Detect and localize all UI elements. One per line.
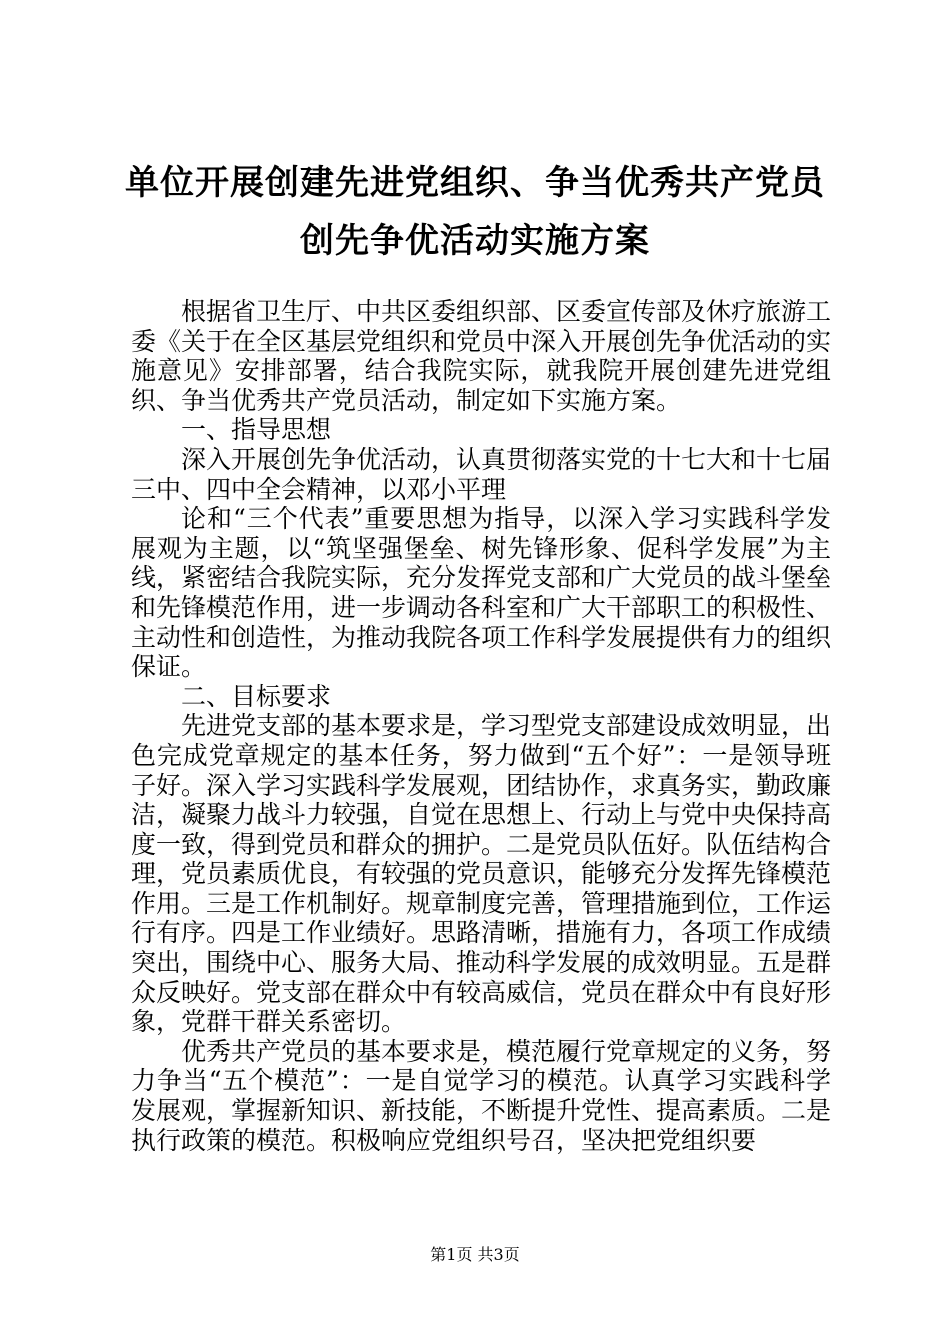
paragraph-intro: 根据省卫生厅、中共区委组织部、区委宣传部及休疗旅游工委《关于在全区基层党组织和党员中深入开展创先争优活动的实施意见》安排部署，结合我院实际，就我院开展创建先进党组织、争当优秀共产党员活动，制定如下实施方案。 [131, 297, 832, 415]
section-heading-guiding-ideology: 一、指导思想 [181, 415, 332, 445]
page-number-footer: 第1页 共3页 [430, 1245, 520, 1264]
document-title-line-1: 单位开展创建先进党组织、争当优秀共产党员 [125, 163, 825, 203]
document-body [131, 297, 831, 1155]
paragraph-excellent-member-requirements: 优秀共产党员的基本要求是，模范履行党章规定的义务，努力争当“五个模范”：一是自觉学习的模范。认真学习实践科学发展观，掌握新知识、新技能，不断提升党性、提高素质。二是执行政策的模范。积极响应党组织号召，坚决把党组织要 [131, 1036, 832, 1155]
paragraph-guiding-ideology-1: 深入开展创先争优活动，认真贯彻落实党的十七大和十七届三中、四中全会精神，以邓小平理 [131, 444, 832, 504]
section-heading-goals: 二、目标要求 [181, 681, 332, 711]
document-title-line-2: 创先争优活动实施方案 [300, 221, 650, 261]
paragraph-guiding-ideology-2: 论和“三个代表”重要思想为指导，以深入学习实践科学发展观为主题，以“筑坚强堡垒、树先锋形象、促科学发展”为主线，紧密结合我院实际，充分发挥党支部和广大党员的战斗堡垒和先锋模范作用，进一步调动各科室和广大干部职工的积极性、主动性和创造性，为推动我院各项工作科学发展提供有力的组织保证。 [131, 504, 832, 682]
paragraph-advanced-branch-requirements: 先进党支部的基本要求是，学习型党支部建设成效明显，出色完成党章规定的基本任务，努力做到“五个好”：一是领导班子好。深入学习实践科学发展观，团结协作，求真务实，勤政廉洁，凝聚力战斗力较强，自觉在思想上、行动上与党中央保持高度一致，得到党员和群众的拥护。二是党员队伍好。队伍结构合理，党员素质优良，有较强的党员意识，能够充分发挥先锋模范作用。三是工作机制好。规章制度完善，管理措施到位，工作运行有序。四是工作业绩好。思路清晰，措施有力，各项工作成绩突出，围绕中心、服务大局、推动科学发展的成效明显。五是群众反映好。党支部在群众中有较高威信，党员在群众中有良好形象，党群干群关系密切。 [131, 711, 832, 1037]
